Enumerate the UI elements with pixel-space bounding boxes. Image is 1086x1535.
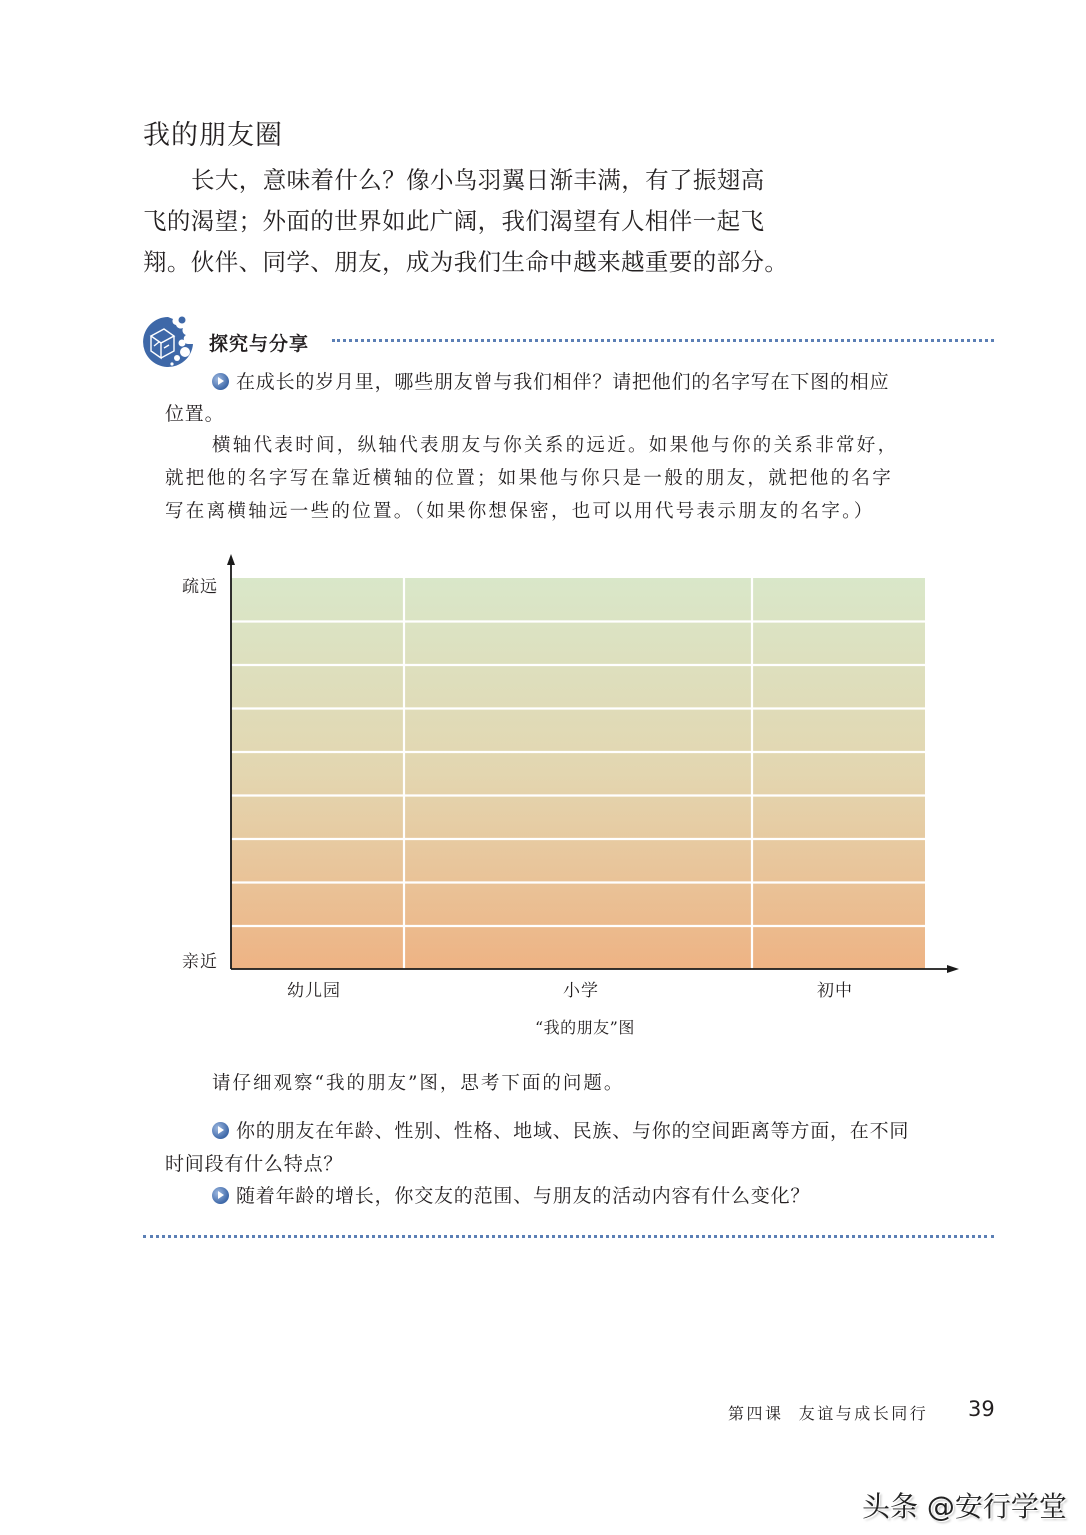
- intro-line: 长大，意味着什么？像小鸟羽翼日渐丰满，有了振翅高: [191, 166, 765, 194]
- y-axis-bottom-label: 亲近: [182, 952, 218, 972]
- question-1: 你的朋友在年龄、性别、性格、地域、民族、与你的空间距离等方面，在不同: [212, 1115, 909, 1147]
- chart-plot-area: [231, 578, 925, 969]
- intro-paragraph: [143, 160, 793, 283]
- page-number: 39: [968, 1397, 995, 1421]
- page-footer: [728, 1401, 928, 1424]
- my-friends-chart: [170, 550, 970, 1050]
- instruction-line: 写在离横轴远一些的位置。（如果你想保密，也可以用代号表示朋友的名字。）: [165, 501, 875, 522]
- section-title: 我的朋友圈: [143, 120, 283, 151]
- intro-line: 翔。伙伴、同学、朋友，成为我们生命中越来越重要的部分。: [143, 248, 789, 276]
- prompt-line: 位置。: [165, 403, 225, 425]
- watermark: 头条 @安行学堂: [862, 1490, 1067, 1523]
- question-1-cont: 时间段有什么特点？: [165, 1153, 344, 1175]
- lesson-number: 第四课: [728, 1404, 784, 1423]
- arrow-bullet-icon: [212, 1187, 229, 1204]
- lesson-title: 友谊与成长同行: [798, 1404, 929, 1423]
- chart-caption: “我的朋友”图: [535, 1018, 635, 1037]
- x-axis-label-kindergarten: 幼儿园: [287, 981, 341, 1001]
- dotted-divider-bottom: [143, 1235, 994, 1238]
- instruction-line: 横轴代表时间，纵轴代表朋友与你关系的远近。如果他与你的关系非常好，: [212, 435, 899, 456]
- observe-text: 请仔细观察“我的朋友”图，思考下面的问题。: [212, 1073, 625, 1094]
- prompt-line: 在成长的岁月里，哪些朋友曾与我们相伴？请把他们的名字写在下图的相应: [212, 366, 889, 398]
- instruction-line: 就把他的名字写在靠近横轴的位置；如果他与你只是一般的朋友，就把他的名字: [165, 468, 894, 489]
- question-2: 随着年龄的增长，你交友的范围、与朋友的活动内容有什么变化？: [212, 1180, 810, 1212]
- arrow-bullet-icon: [212, 373, 229, 390]
- arrow-bullet-icon: [212, 1122, 229, 1139]
- y-axis-top-label: 疏远: [182, 577, 218, 597]
- x-axis-label-junior-high: 初中: [817, 981, 853, 1001]
- x-axis-label-primary: 小学: [563, 981, 599, 1001]
- explore-cube-icon: [142, 316, 194, 368]
- intro-line: 飞的渴望；外面的世界如此广阔，我们渴望有人相伴一起飞: [143, 207, 765, 235]
- activity-title: 探究与分享: [209, 333, 310, 355]
- dotted-divider: [332, 339, 994, 342]
